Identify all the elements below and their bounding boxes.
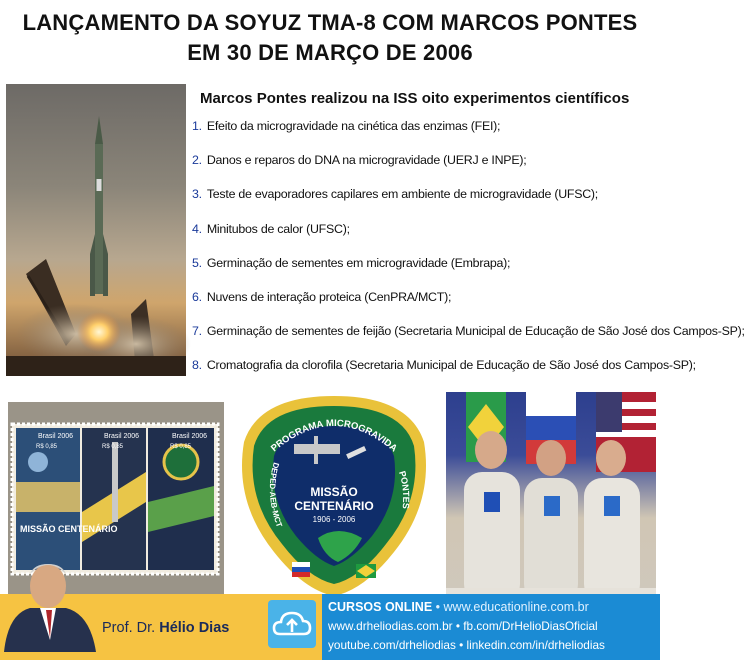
experiments-title: Marcos Pontes realizou na ISS oito experimentos científicos <box>200 90 630 107</box>
title-line-1: LANÇAMENTO DA SOYUZ TMA-8 COM MARCOS PONTES <box>22 10 638 35</box>
stamp-mission-text: MISSÃO CENTENÁRIO <box>20 524 118 534</box>
cloud-upload-icon <box>268 600 316 648</box>
badge-top-text: PROGRAMA MICROGRAVIDA <box>268 417 400 455</box>
stamp-label: Brasil 2006 <box>172 433 208 440</box>
list-item: 7. Germinação de sementes de feijão (Secretaria Municipal de Educação de São José dos Campos-SP); <box>192 324 745 339</box>
badge-mission: MISSÃO <box>310 485 358 499</box>
cursos-url: • www.educationline.com.br <box>435 600 589 614</box>
social-links-line-1: www.drheliodias.com.br • fb.com/DrHelioDiasOficial <box>328 619 598 633</box>
stamp-label: Brasil 2006 <box>104 433 140 440</box>
badge-right-text: PONTES <box>397 469 412 510</box>
experiments-list <box>192 118 745 392</box>
list-item: 5. Germinação de sementes em microgravidade (Embrapa); <box>192 255 511 270</box>
stamp-value: R$ 0,85 <box>102 444 124 450</box>
stamp-value: R$ 0,85 <box>36 444 58 450</box>
stamp-value: R$ 0,85 <box>170 444 192 450</box>
list-item: 3. Teste de evaporadores capilares em ambiente de microgravidade (UFSC); <box>192 187 598 202</box>
list-item: 1. Efeito da microgravidade na cinética das enzimas (FEI); <box>192 119 501 133</box>
badge-left-text: DEPED-AEB-MCT <box>267 461 284 529</box>
social-links-line-2: youtube.com/drheliodias • linkedin.com/in/drheliodias <box>328 638 605 652</box>
cursos-online-line: CURSOS ONLINE • www.educationline.com.br <box>328 600 589 614</box>
badge-years: 1906 - 2006 <box>312 515 356 524</box>
list-item: 6. Nuvens de interação proteica (CenPRA/MCT); <box>192 289 452 304</box>
presenter-name: Prof. Dr. Hélio Dias <box>102 620 230 636</box>
list-item: 2. Danos e reparos do DNA na microgravidade (UERJ e INPE); <box>192 153 527 168</box>
page-title <box>0 8 660 68</box>
list-item: 8. Cromatografia da clorofila (Secretaria Municipal de Educação de São José dos Campos-SP); <box>192 358 696 373</box>
mission-badge <box>234 392 434 598</box>
crew-photo <box>446 392 656 602</box>
stamp-label: Brasil 2006 <box>38 433 74 440</box>
list-item: 4. Minitubos de calor (UFSC); <box>192 221 350 236</box>
title-line-2: EM 30 DE MARÇO DE 2006 <box>187 40 473 65</box>
soyuz-launch-photo <box>6 84 186 376</box>
badge-centenario: CENTENÁRIO <box>294 499 374 513</box>
